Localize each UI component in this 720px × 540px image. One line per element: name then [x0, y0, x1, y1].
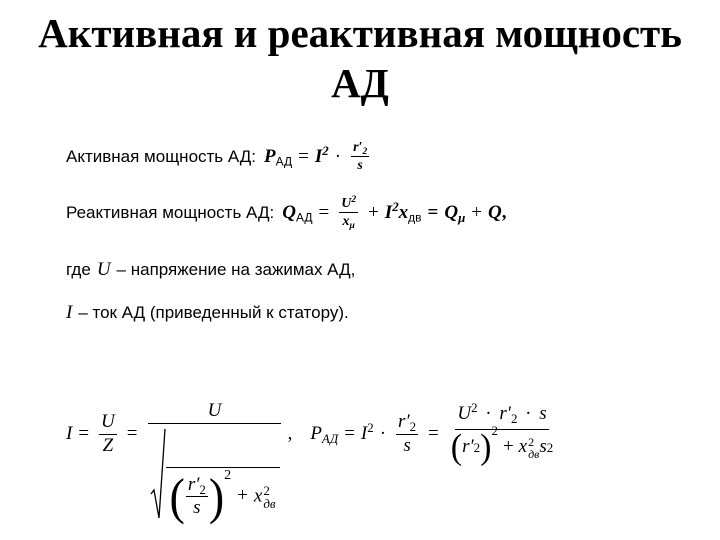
slide-title: [0, 8, 720, 108]
reactive-power-label: Реактивная мощность АД:: [66, 202, 275, 222]
dot-operator: ·: [379, 423, 387, 445]
i-squared: $I^2$: [360, 420, 374, 445]
r2-over-s-fraction: $\frac{r'_2}{s}$: [398, 411, 417, 456]
rotor-slip-fraction: $\frac{r'_2}{s}$: [353, 140, 368, 174]
active-power-formula: [66, 140, 373, 174]
title-line-2: АД: [331, 60, 389, 106]
plus-sign: +: [471, 201, 483, 223]
current-description: – ток АД (приведенный к статору).: [78, 303, 349, 322]
q-sigma: Q,: [488, 201, 507, 223]
current-squared: $I^2$: [314, 142, 329, 167]
equals-sign: =: [428, 423, 439, 445]
equals-sign: =: [126, 423, 138, 445]
equals-sign: =: [427, 201, 439, 223]
left-paren: (: [169, 468, 185, 525]
current-symbol: I: [66, 423, 73, 445]
active-power-label: Активная мощность АД:: [66, 146, 257, 166]
equals-sign: =: [318, 201, 330, 223]
voltage-description: – напряжение на зажимах АД,: [116, 260, 356, 279]
r2-over-s-fraction: $\frac{r'_2}{s}$: [187, 473, 206, 519]
equals-sign: =: [78, 423, 90, 445]
i-squared-x-dv: $I^2x_{дв}$: [384, 198, 422, 225]
power-ad-symbol: $P_{АД}$: [310, 423, 339, 447]
current-definition-line: [66, 302, 349, 324]
equals-sign: =: [298, 145, 309, 167]
where-voltage-line: [66, 259, 355, 281]
voltage-over-x-mu-fraction: $\frac{U^2}{x_\mu}$: [341, 194, 357, 232]
comma: ,: [287, 423, 293, 445]
equals-sign: =: [344, 423, 355, 445]
right-paren: ): [208, 468, 225, 525]
dot-operator: ·: [334, 145, 342, 167]
title-line-1: Активная и реактивная мощность: [38, 10, 682, 56]
voltage-symbol: U: [96, 259, 111, 280]
where-prefix: где: [66, 260, 91, 279]
square-root: ( $\frac{r'_2}{s}$ ) 2 + x 2 дв: [150, 428, 280, 520]
reactive-power-formula: [66, 196, 507, 230]
current-symbol: I: [66, 302, 73, 323]
plus-sign: +: [368, 201, 379, 223]
reactive-power-symbol: $Q_{АД}$: [282, 201, 313, 225]
q-mu: $Q_\mu$: [444, 201, 466, 225]
active-power-symbol: $P_{АД}$: [264, 145, 293, 169]
u-over-impedance-fraction: U ( $\frac{r'_2}{s}$ ) 2 + x 2 дв: [148, 401, 282, 526]
current-and-power-formula: [66, 343, 559, 526]
u-over-z-fraction: $\frac{U}{Z}$: [101, 411, 115, 456]
power-expanded-fraction: $U^2 \cdot r'_2 \cdot s$ ( r ′ 2 ) 2 + x 2 дв s 2: [450, 399, 554, 467]
radical-sign: [150, 428, 166, 520]
